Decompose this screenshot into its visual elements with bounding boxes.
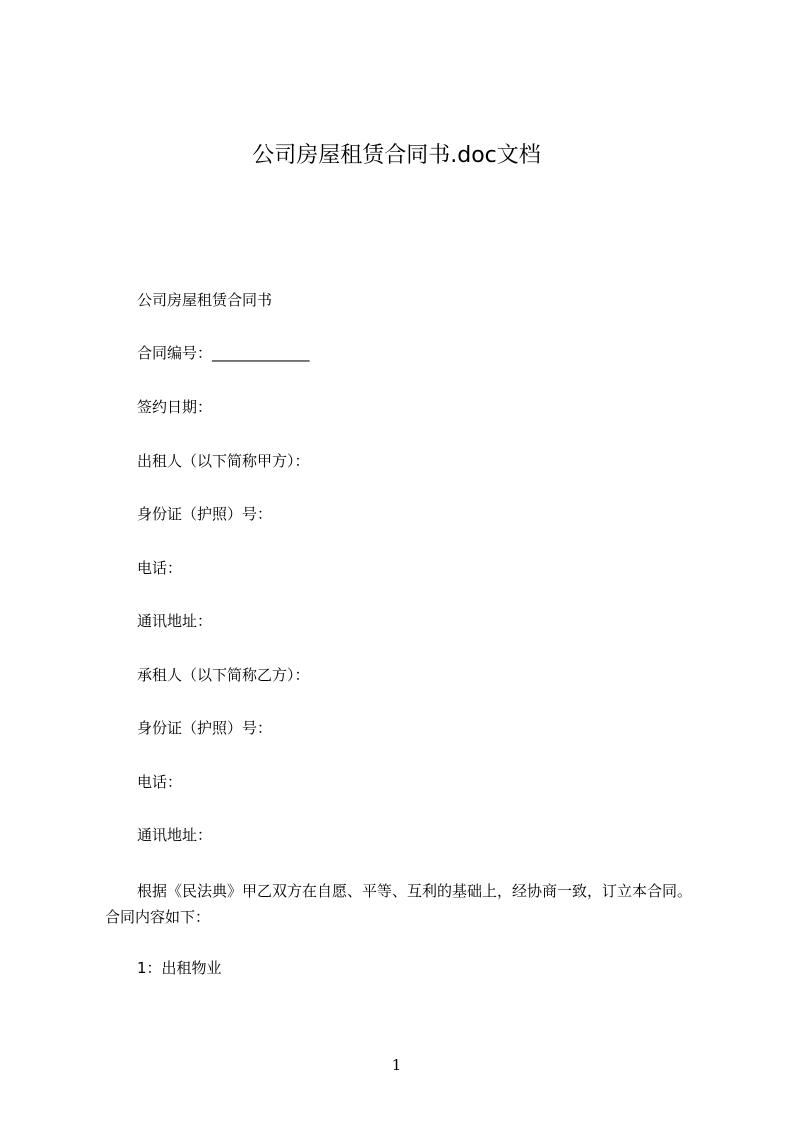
lessee-phone-label: 电话：	[137, 773, 183, 791]
page-number: 1	[391, 1056, 402, 1074]
lessee-label: 承租人（以下简称乙方）：	[137, 666, 310, 684]
intro-paragraph: 根据《民法典》甲乙双方在自愿、平等、互利的基础上，经协商一致，订立本合同。合同内容如下：	[105, 882, 693, 926]
lessor-id-label: 身份证（护照）号：	[137, 505, 273, 523]
lessor-phone-label: 电话：	[137, 559, 183, 577]
contract-number-blank: _____________	[212, 344, 310, 362]
lessee-address-label: 通讯地址：	[137, 826, 213, 844]
lessee-id-label: 身份证（护照）号：	[137, 719, 273, 737]
contract-number-label: 合同编号：	[137, 344, 213, 362]
contract-number-line	[137, 342, 310, 364]
sign-date-label: 签约日期：	[137, 398, 213, 416]
contract-heading: 公司房屋租赁合同书	[137, 291, 273, 309]
lessor-address-label: 通讯地址：	[137, 612, 213, 630]
section-heading-1: 1：出租物业	[137, 959, 222, 977]
lessor-label: 出租人（以下简称甲方）：	[137, 452, 310, 470]
document-title: 公司房屋租赁合同书.doc文档	[252, 143, 541, 168]
